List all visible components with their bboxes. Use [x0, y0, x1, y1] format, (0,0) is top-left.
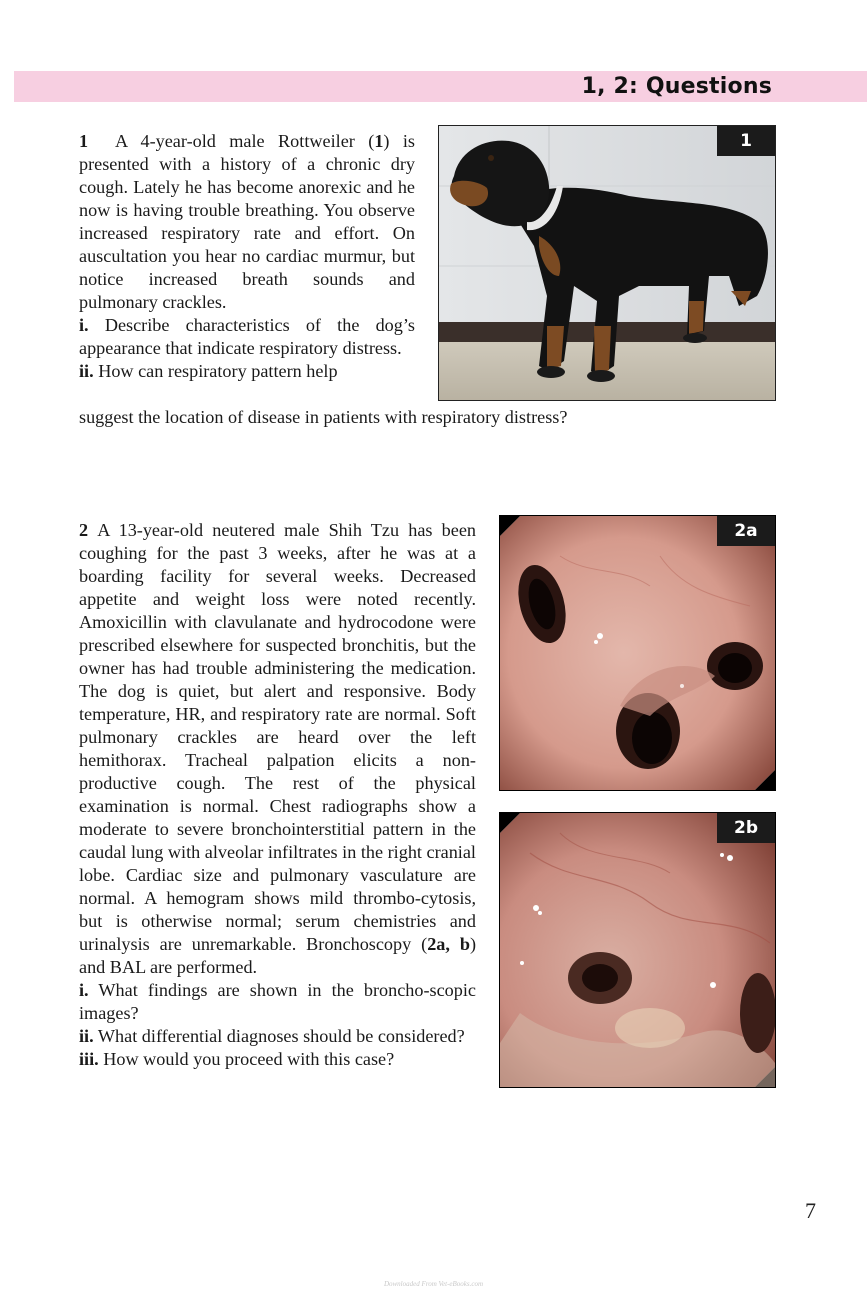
- question-1-intro: A 4-year-old male Rottweiler (: [114, 131, 375, 151]
- question-2-number: 2: [79, 520, 89, 540]
- header-band: [14, 71, 867, 102]
- question-1: [79, 130, 415, 383]
- bronchoscopy-2b-image: [500, 813, 775, 1087]
- question-2-part-i: [79, 979, 476, 1025]
- part-ii-label: ii.: [79, 361, 94, 381]
- figure-2a-label: 2a: [717, 516, 775, 546]
- question-1-intro-rest: ) is presented with a history of a chronic dry cough. Lately he has become anorexic and he now is having trouble breathing. You observe increased respiratory rate and effort. On auscultation you hear no cardiac murmur, but notice increased breath sounds and pulmonary crackles.: [79, 131, 416, 312]
- part-ii-text: What differential diagnoses should be considered?: [97, 1026, 465, 1046]
- watermark: Downloaded From Vet-eBooks.com: [383, 1280, 484, 1288]
- part-ii-text: How can respiratory pattern help: [98, 361, 338, 381]
- question-2-fig-ref: 2a, b: [427, 934, 470, 954]
- part-ii-text-continued: suggest the location of disease in patients with respiratory distress?: [79, 407, 568, 427]
- question-1-part-i: [79, 314, 415, 360]
- part-i-label: i.: [79, 315, 89, 335]
- rottweiler-image: [439, 126, 775, 400]
- question-1-part-ii-continued: [79, 406, 779, 429]
- question-1-fig-ref: 1: [374, 131, 384, 151]
- question-2-intro: A 13-year-old neutered male Shih Tzu has been coughing for the past 3 weeks, after he was at a boarding facility for several weeks. Decreased appetite and weight loss were noted recently. Amoxicillin with clavulanate and hydrocodone were prescribed elsewhere for suspected bronchitis, but the owner has had trouble administering the medication. The dog is quiet, but alert and responsive. Body temperature, HR, and respiratory rate are normal. Soft pulmonary crackles are heard over the left hemithorax. Tracheal palpation elicits a non-productive cough. The rest of the physical examination is normal. Chest radiographs show a moderate to severe bronchointerstitial pattern in the caudal lung with alveolar infiltrates in the right cranial lobe. Cardiac size and pulmonary vasculature are normal. A hemogram shows mild thrombo-cytosis, but is otherwise normal; serum chemistries and urinalysis are unremarkable. Bronchoscopy (: [79, 520, 477, 954]
- question-2-stem: [79, 519, 476, 979]
- part-i-label: i.: [79, 980, 89, 1000]
- part-i-text: Describe characteristics of the dog’s appearance that indicate respiratory distress.: [79, 315, 415, 358]
- figure-2a-bronchoscopy: [499, 515, 776, 791]
- figure-2b-label: 2b: [717, 813, 775, 843]
- part-ii-label: ii.: [79, 1026, 94, 1046]
- question-1-number: 1: [79, 131, 89, 151]
- question-2: [79, 519, 476, 1071]
- figure-1-label: 1: [717, 126, 775, 156]
- question-2-part-ii: [79, 1025, 476, 1048]
- question-2-part-iii: [79, 1048, 476, 1071]
- part-iii-label: iii.: [79, 1049, 99, 1069]
- question-1-stem: [79, 130, 415, 314]
- part-iii-text: How would you proceed with this case?: [103, 1049, 395, 1069]
- figure-2b-bronchoscopy: [499, 812, 776, 1088]
- page-title: 1, 2: Questions: [581, 74, 772, 99]
- page-number: 7: [805, 1198, 816, 1223]
- question-1-part-ii: [79, 360, 415, 383]
- figure-1-rottweiler-photo: [438, 125, 776, 401]
- bronchoscopy-2a-image: [500, 516, 775, 790]
- part-i-text: What findings are shown in the broncho-scopic images?: [79, 980, 476, 1023]
- question-2-intro-rest: ) and BAL are performed.: [79, 934, 476, 977]
